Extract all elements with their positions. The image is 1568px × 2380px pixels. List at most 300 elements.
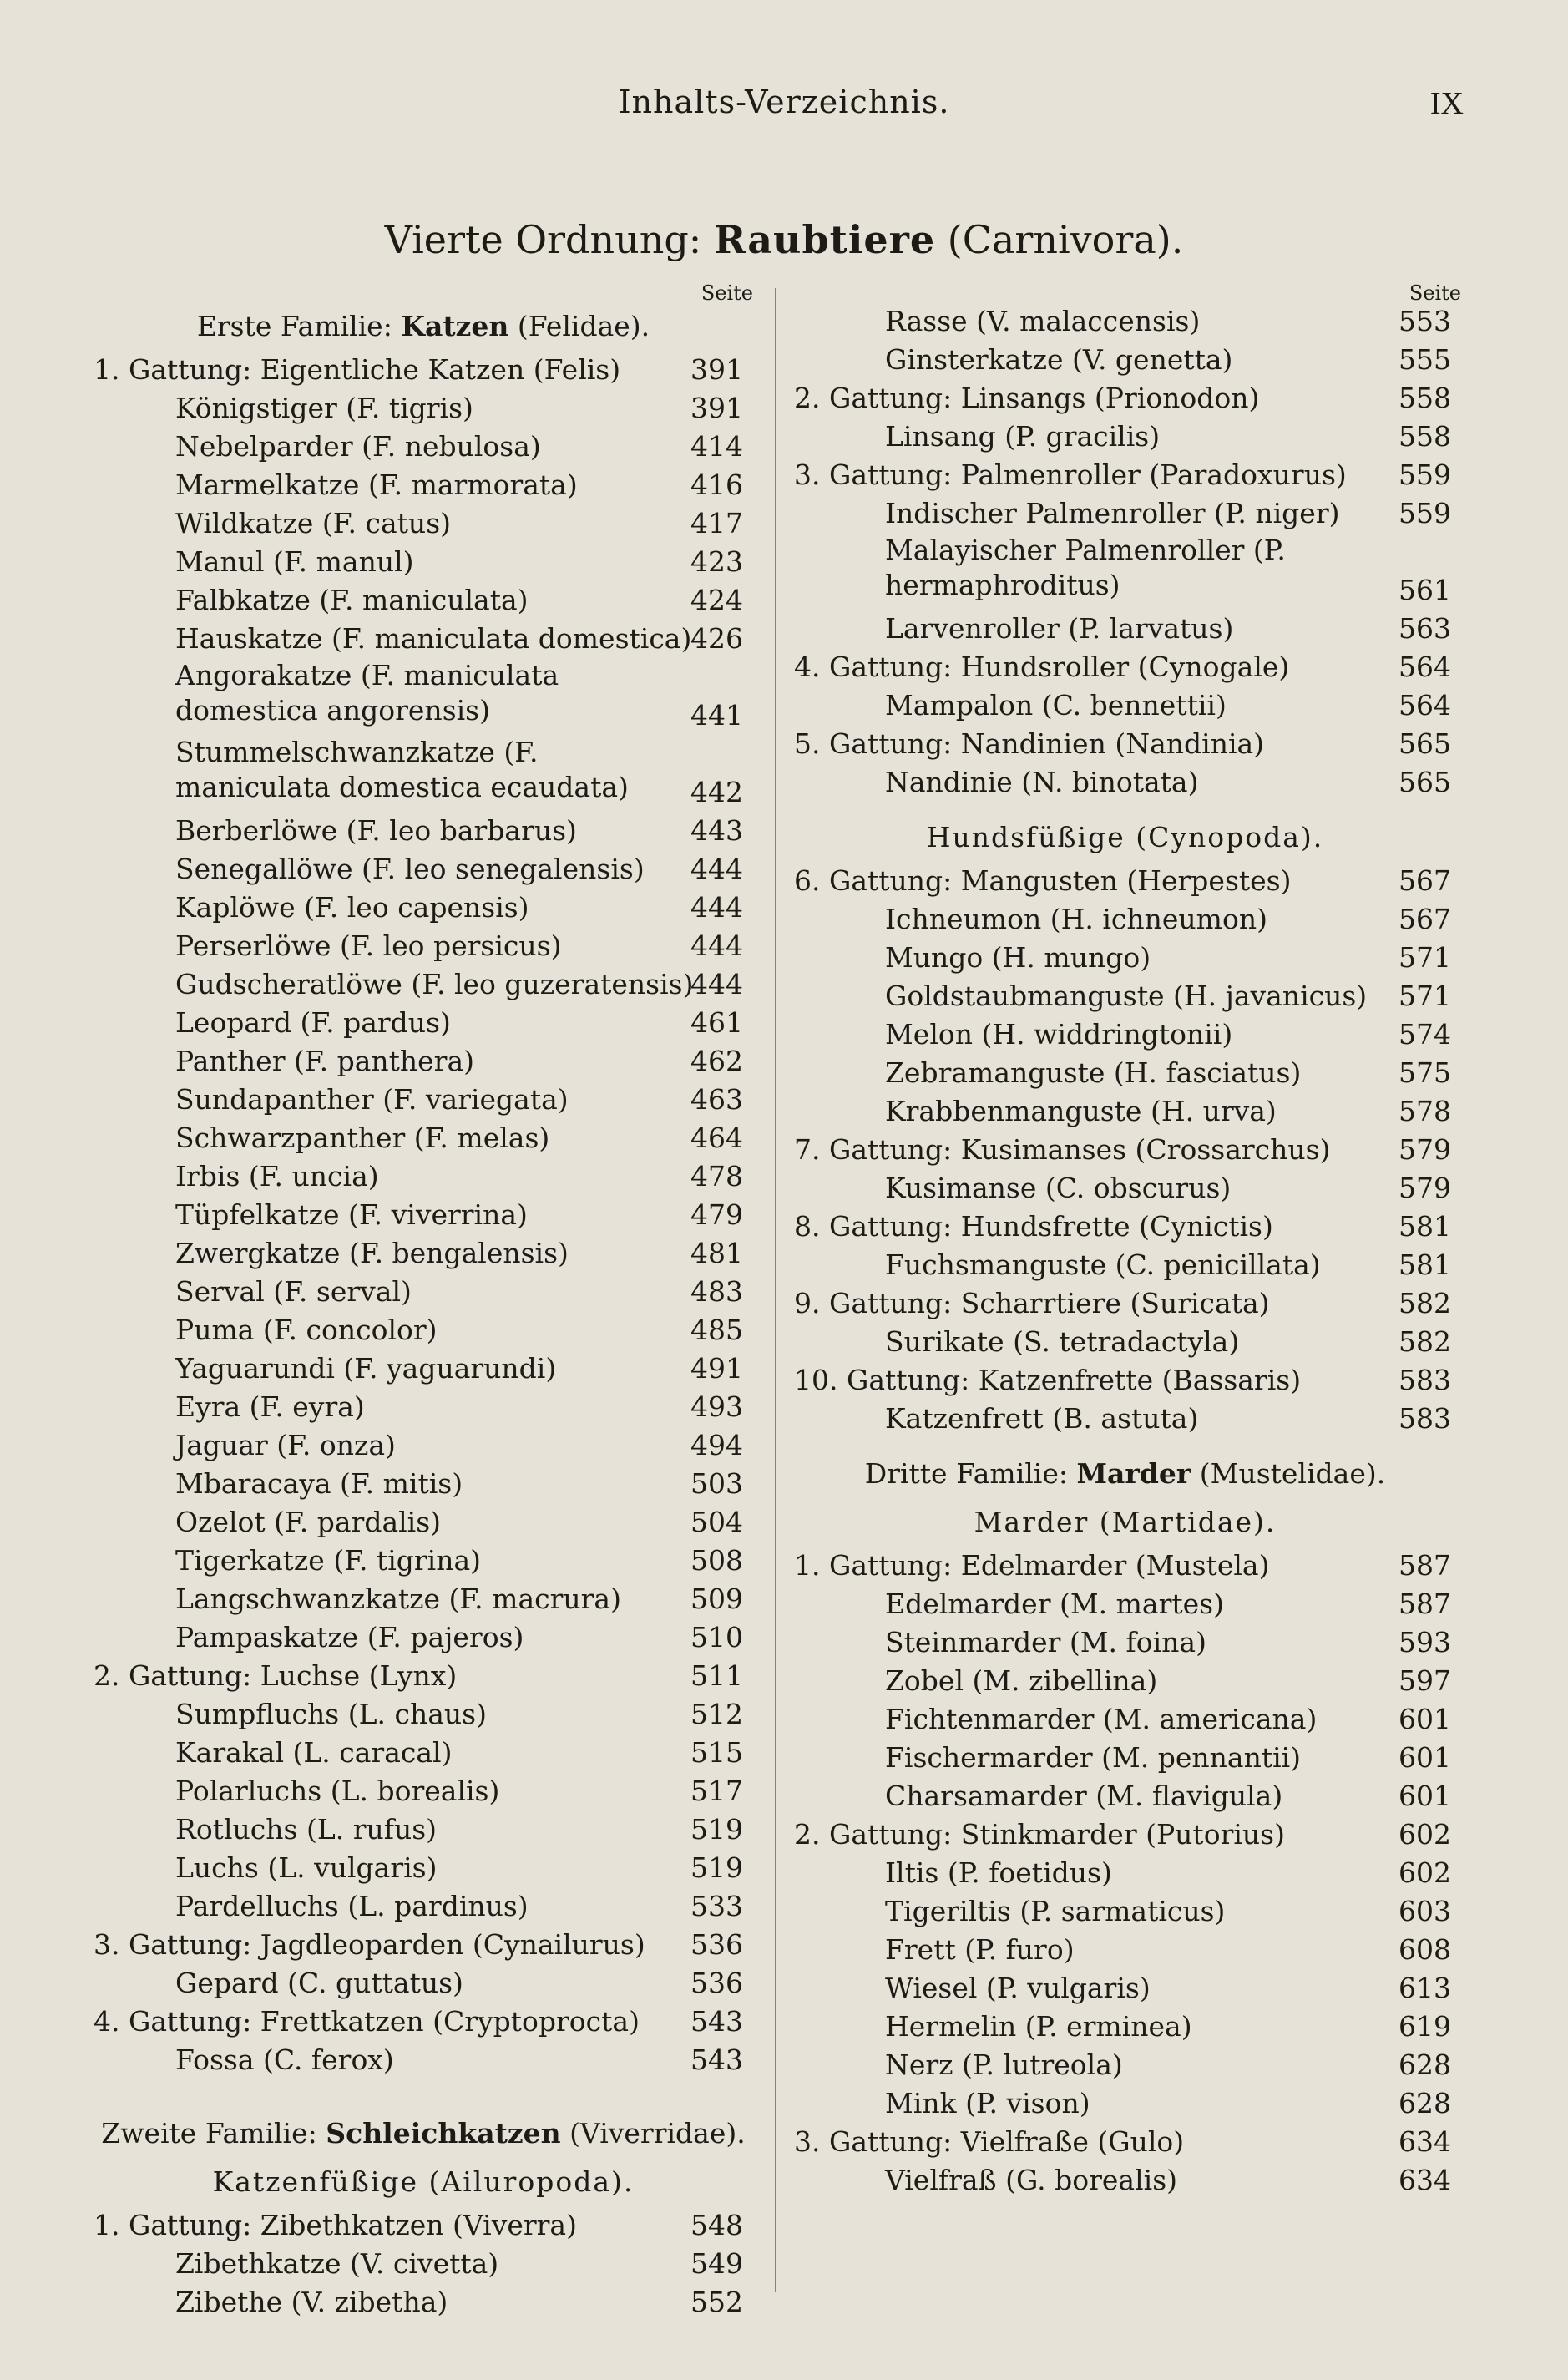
entry-title: Falbkatze (F. maniculata) [175,584,529,616]
toc-species-entry [789,939,1461,977]
entry-page-number: 426 [690,622,743,655]
entry-title: Rotluchs (L. rufus) [175,1813,438,1846]
entry-page-number: 391 [690,392,743,424]
entry-list [789,302,1461,802]
toc-species-entry [94,1542,753,1580]
entry-page-number: 512 [690,1698,743,1730]
entry-page-number: 579 [1399,1133,1451,1166]
entry-title: Fichtenmarder (M. americana) [885,1703,1318,1735]
toc-species-entry [789,1931,1461,1969]
entry-title: Ozelot (F. pardalis) [175,1506,442,1538]
toc-genus-entry [789,1361,1461,1400]
toc-genus-entry [789,648,1461,686]
entry-title: Fischermarder (M. pennantii) [885,1741,1302,1774]
entry-page-number: 478 [690,1160,743,1193]
entry-title: Ichneumon (H. ichneumon) [885,903,1267,935]
entry-page-number: 602 [1399,1818,1451,1851]
toc-species-entry [789,2161,1461,2200]
entry-title: Tüpfelkatze (F. viverrina) [175,1198,528,1231]
entry-page-number: 603 [1399,1895,1451,1927]
toc-species-entry [94,658,753,735]
toc-species-entry [94,850,753,889]
toc-species-entry [789,2084,1461,2123]
entry-page-number: 583 [1399,1364,1451,1396]
entry-page-number: 536 [690,1967,743,1999]
order-name: Raubtiere [713,217,936,262]
entry-page-number: 583 [1399,1402,1451,1435]
entry-title: Serval (F. serval) [175,1275,412,1308]
order-latin: (Carnivora). [947,217,1184,262]
entry-page-number: 559 [1399,458,1451,491]
entry-page-number: 416 [690,468,743,501]
entry-title: 1. Gattung: Edelmarder (Mustela) [794,1549,1270,1582]
entry-title: Krabbenmanguste (H. urva) [885,1095,1277,1127]
seite-label: Seite [1409,281,1461,305]
right-column [789,281,1461,2200]
entry-title: Edelmarder (M. martes) [885,1588,1224,1620]
entry-title: Berberlöwe (F. leo barbarus) [175,814,577,847]
entry-title: Mampalon (C. bennettii) [885,689,1227,722]
entry-page-number: 575 [1399,1056,1451,1089]
toc-species-entry [789,1777,1461,1815]
toc-species-entry [789,341,1461,379]
entry-title: Angorakatze (F. maniculata domestica angorensis) [175,659,559,727]
entry-title: Panther (F. panthera) [175,1045,474,1077]
toc-species-entry [789,1585,1461,1623]
toc-species-entry [94,2041,753,2079]
entry-title: Mbaracaya (F. mitis) [175,1467,463,1500]
toc-species-entry [94,1157,753,1196]
toc-species-entry [94,1580,753,1618]
family-latin: (Mustelidae). [1199,1457,1386,1490]
family-name: Marder [1076,1457,1191,1490]
entry-page-number: 558 [1399,420,1451,453]
toc-species-entry [94,1004,753,1042]
entry-title: 1. Gattung: Eigentliche Katzen (Felis) [94,353,621,386]
entry-title: Hauskatze (F. maniculata domestica) [175,622,692,655]
toc-species-entry [789,610,1461,648]
group-heading: Katzenfüßige (Ailuropoda). [212,2165,635,2198]
entry-page-number: 511 [690,1659,743,1692]
entry-page-number: 391 [690,353,743,386]
entry-title: Marmelkatze (F. marmorata) [175,468,578,501]
entry-page-number: 581 [1399,1210,1451,1243]
entry-page-number: 571 [1399,980,1451,1012]
order-prefix: Vierte Ordnung: [384,217,702,262]
entry-page-number: 597 [1399,1664,1451,1697]
entry-list [94,2206,753,2322]
toc-species-entry [94,1388,753,1426]
toc-species-entry [789,1092,1461,1131]
toc-genus-entry [94,1657,753,1695]
toc-species-entry [94,1042,753,1081]
entry-title: Nebelparder (F. nebulosa) [175,430,541,463]
entry-title: Sundapanther (F. variegata) [175,1083,569,1116]
entry-page-number: 578 [1399,1095,1451,1127]
toc-species-entry [789,1892,1461,1931]
entry-title: 2. Gattung: Linsangs (Prionodon) [794,382,1260,414]
entry-title: 9. Gattung: Scharrtiere (Suricata) [794,1287,1270,1319]
toc-species-entry [789,302,1461,341]
toc-species-entry [789,1246,1461,1284]
toc-species-entry [94,1350,753,1388]
family-latin: (Felidae). [517,310,650,342]
entry-page-number: 442 [690,776,743,808]
entry-page-number: 567 [1399,864,1451,897]
toc-species-entry [94,1887,753,1926]
entry-title: Zibethkatze (V. civetta) [175,2247,499,2280]
toc-species-entry [789,2046,1461,2084]
entry-title: 2. Gattung: Stinkmarder (Putorius) [794,1818,1285,1851]
entry-page-number: 579 [1399,1172,1451,1204]
entry-page-number: 519 [690,1813,743,1846]
toc-species-entry [789,1700,1461,1739]
left-column [94,281,753,2322]
entry-title: Luchs (L. vulgaris) [175,1851,438,1884]
entry-title: Schwarzpanther (F. melas) [175,1122,550,1154]
entry-page-number: 587 [1399,1549,1451,1582]
entry-page-number: 494 [690,1429,743,1461]
toc-species-entry [789,1662,1461,1700]
toc-genus-entry [789,1815,1461,1854]
entry-title: 3. Gattung: Vielfraße (Gulo) [794,2125,1185,2158]
entry-page-number: 503 [690,1467,743,1500]
entry-title: Königstiger (F. tigris) [175,392,473,424]
family-prefix: Zweite Familie: [101,2117,317,2150]
entry-page-number: 608 [1399,1933,1451,1966]
toc-species-entry [94,1234,753,1273]
toc-species-entry [789,1015,1461,1054]
toc-genus-entry [789,1208,1461,1246]
toc-species-entry [94,1119,753,1157]
entry-page-number: 509 [690,1582,743,1615]
toc-species-entry [94,1618,753,1657]
toc-genus-entry [789,456,1461,494]
toc-species-entry [94,389,753,428]
entry-title: Pardelluchs (L. pardinus) [175,1890,529,1922]
entry-title: Vielfraß (G. borealis) [885,2164,1178,2196]
entry-title: 5. Gattung: Nandinien (Nandinia) [794,727,1265,760]
entry-title: Sumpfluchs (L. chaus) [175,1698,487,1730]
toc-species-entry [789,2008,1461,2046]
entry-page-number: 504 [690,1506,743,1538]
entry-page-number: 479 [690,1198,743,1231]
entry-page-number: 567 [1399,903,1451,935]
entry-title: Stummelschwanzkatze (F. maniculata domestica ecaudata) [175,736,629,803]
toc-species-entry [789,1054,1461,1092]
toc-species-entry [94,466,753,504]
entry-page-number: 564 [1399,689,1451,722]
entry-title: Fossa (C. ferox) [175,2043,394,2076]
entry-title: Karakal (L. caracal) [175,1736,453,1769]
entry-title: Gepard (C. guttatus) [175,1967,463,1999]
toc-species-entry [94,2283,753,2322]
entry-title: Yaguarundi (F. yaguarundi) [175,1352,557,1385]
page-number: IX [1429,86,1464,121]
entry-page-number: 582 [1399,1287,1451,1319]
toc-species-entry [94,1734,753,1772]
entry-page-number: 564 [1399,651,1451,683]
entry-page-number: 587 [1399,1588,1451,1620]
entry-title: Puma (F. concolor) [175,1314,438,1346]
entry-page-number: 461 [690,1006,743,1039]
family-prefix: Dritte Familie: [864,1457,1069,1490]
entry-page-number: 593 [1399,1626,1451,1658]
toc-species-entry [94,1273,753,1311]
group-heading: Hundsfüßige (Cynopoda). [926,821,1324,853]
toc-species-entry [94,1426,753,1465]
entry-page-number: 571 [1399,941,1451,974]
entry-title: Senegallöwe (F. leo senegalensis) [175,853,645,885]
running-title: Inhalts-Verzeichnis. [618,84,950,120]
entry-title: Polarluchs (L. borealis) [175,1775,500,1807]
entry-page-number: 553 [1399,305,1451,337]
toc-genus-entry [789,1284,1461,1323]
entry-title: Perserlöwe (F. leo persicus) [175,929,562,962]
toc-genus-entry [789,1131,1461,1169]
entry-title: Tigerkatze (F. tigrina) [175,1544,482,1577]
entry-title: Wildkatze (F. catus) [175,507,451,539]
entry-title: Goldstaubmanguste (H. javanicus) [885,980,1368,1012]
toc-species-entry [94,1465,753,1503]
entry-page-number: 565 [1399,727,1451,760]
toc-species-entry [94,812,753,850]
entry-title: Ginsterkatze (V. genetta) [885,343,1233,376]
entry-page-number: 444 [690,929,743,962]
entry-title: Zebramanguste (H. fasciatus) [885,1056,1302,1089]
toc-genus-entry [789,1547,1461,1585]
toc-species-entry [94,735,753,812]
entry-page-number: 565 [1399,766,1451,798]
entry-title: Nerz (P. lutreola) [885,2048,1123,2081]
seite-label: Seite [701,281,753,305]
entry-page-number: 628 [1399,2087,1451,2119]
toc-species-entry [94,581,753,620]
toc-species-entry [94,1196,753,1234]
entry-title: Mink (P. vison) [885,2087,1090,2119]
toc-genus-entry [94,351,753,389]
entry-page-number: 628 [1399,2048,1451,2081]
family-heading [94,302,753,351]
entry-title: Leopard (F. pardus) [175,1006,451,1039]
entry-page-number: 481 [690,1237,743,1269]
column-divider [775,288,776,2292]
entry-page-number: 463 [690,1083,743,1116]
entry-title: Kusimanse (C. obscurus) [885,1172,1232,1204]
entry-title: Zwergkatze (F. bengalensis) [175,1237,569,1269]
entry-title: 3. Gattung: Jagdleoparden (Cynailurus) [94,1928,645,1961]
toc-species-entry [94,620,753,658]
entry-page-number: 508 [690,1544,743,1577]
group-heading: Marder (Martidae). [974,1506,1277,1538]
entry-title: Eyra (F. eyra) [175,1390,365,1423]
entry-list [94,351,753,2079]
toc-genus-entry [94,2003,753,2041]
entry-title: Zibethe (V. zibetha) [175,2286,448,2318]
entry-page-number: 417 [690,507,743,539]
entry-page-number: 601 [1399,1703,1451,1735]
entry-page-number: 536 [690,1928,743,1961]
toc-genus-entry [789,862,1461,900]
entry-title: Linsang (P. gracilis) [885,420,1161,453]
entry-page-number: 581 [1399,1248,1451,1281]
entry-page-number: 561 [1399,574,1451,606]
toc-species-entry [789,494,1461,533]
entry-page-number: 574 [1399,1018,1451,1051]
entry-title: 6. Gattung: Mangusten (Herpestes) [794,864,1292,897]
toc-species-entry [94,1810,753,1849]
toc-species-entry [94,1695,753,1734]
entry-page-number: 634 [1399,2164,1451,2196]
toc-species-entry [789,1969,1461,2008]
toc-species-entry [789,1400,1461,1438]
entry-page-number: 582 [1399,1325,1451,1358]
entry-page-number: 515 [690,1736,743,1769]
entry-page-number: 462 [690,1045,743,1077]
order-heading [0,217,1568,262]
entry-list [789,862,1461,1438]
toc-species-entry [94,543,753,581]
toc-species-entry [94,504,753,543]
entry-title: Pampaskatze (F. pajeros) [175,1621,524,1653]
entry-title: 4. Gattung: Frettkatzen (Cryptoprocta) [94,2005,640,2038]
toc-species-entry [789,418,1461,456]
entry-title: 10. Gattung: Katzenfrette (Bassaris) [794,1364,1302,1396]
entry-title: 4. Gattung: Hundsroller (Cynogale) [794,651,1290,683]
entry-page-number: 558 [1399,382,1451,414]
toc-species-entry [94,2245,753,2283]
entry-page-number: 559 [1399,497,1451,529]
entry-title: 2. Gattung: Luchse (Lynx) [94,1659,458,1692]
entry-title: Iltis (P. foetidus) [885,1856,1112,1889]
entry-page-number: 510 [690,1621,743,1653]
entry-page-number: 441 [690,699,743,732]
entry-title: Melon (H. widdringtonii) [885,1018,1233,1051]
family-latin: (Viverridae). [569,2117,746,2150]
toc-species-entry [94,1849,753,1887]
toc-species-entry [789,977,1461,1015]
entry-page-number: 601 [1399,1780,1451,1812]
toc-species-entry [94,1964,753,2003]
entry-title: Zobel (M. zibellina) [885,1664,1158,1697]
entry-title: 7. Gattung: Kusimanses (Crossarchus) [794,1133,1331,1166]
entry-page-number: 619 [1399,2010,1451,2043]
entry-page-number: 485 [690,1314,743,1346]
toc-species-entry [94,965,753,1004]
entry-title: Larvenroller (P. larvatus) [885,612,1234,645]
toc-genus-entry [94,1926,753,1964]
entry-title: Nandinie (N. binotata) [885,766,1199,798]
toc-genus-entry [94,2206,753,2245]
entry-page-number: 444 [690,968,743,1000]
entry-title: Jaguar (F. onza) [175,1429,396,1461]
entry-title: 1. Gattung: Zibethkatzen (Viverra) [94,2209,577,2241]
entry-page-number: 443 [690,814,743,847]
family-heading [789,1450,1461,1498]
entry-title: Indischer Palmenroller (P. niger) [885,497,1340,529]
family-name: Katzen [401,310,509,342]
entry-title: Fuchsmanguste (C. penicillata) [885,1248,1321,1281]
entry-title: Charsamarder (M. flavigula) [885,1780,1283,1812]
entry-page-number: 555 [1399,343,1451,376]
entry-page-number: 444 [690,891,743,924]
entry-title: Rasse (V. malaccensis) [885,305,1201,337]
entry-page-number: 483 [690,1275,743,1308]
toc-species-entry [94,1772,753,1810]
entry-page-number: 493 [690,1390,743,1423]
toc-species-entry [789,686,1461,725]
toc-species-entry [789,1854,1461,1892]
entry-title: Gudscheratlöwe (F. leo guzeratensis) [175,968,694,1000]
entry-title: Frett (P. furo) [885,1933,1075,1966]
entry-title: Irbis (F. uncia) [175,1160,379,1193]
entry-title: Langschwanzkatze (F. macrura) [175,1582,621,1615]
entry-page-number: 517 [690,1775,743,1807]
entry-page-number: 613 [1399,1972,1451,2004]
toc-species-entry [94,1503,753,1542]
toc-genus-entry [789,379,1461,418]
family-prefix: Erste Familie: [196,310,392,342]
toc-genus-entry [789,725,1461,763]
entry-page-number: 602 [1399,1856,1451,1889]
entry-page-number: 543 [690,2043,743,2076]
toc-species-entry [789,763,1461,802]
entry-title: Hermelin (P. erminea) [885,2010,1192,2043]
toc-species-entry [94,927,753,965]
entry-list [789,1547,1461,2200]
entry-title: Tigeriltis (P. sarmaticus) [885,1895,1226,1927]
entry-page-number: 519 [690,1851,743,1884]
entry-page-number: 552 [690,2286,743,2318]
toc-species-entry [94,428,753,466]
toc-species-entry [789,533,1461,610]
toc-species-entry [94,889,753,927]
toc-species-entry [789,1739,1461,1777]
entry-page-number: 549 [690,2247,743,2280]
toc-species-entry [789,1169,1461,1208]
entry-page-number: 533 [690,1890,743,1922]
entry-page-number: 414 [690,430,743,463]
entry-title: Manul (F. manul) [175,545,414,578]
toc-species-entry [789,900,1461,939]
toc-species-entry [789,1623,1461,1662]
entry-page-number: 634 [1399,2125,1451,2158]
entry-title: Mungo (H. mungo) [885,941,1151,974]
entry-title: Surikate (S. tetradactyla) [885,1325,1240,1358]
entry-page-number: 491 [690,1352,743,1385]
toc-species-entry [94,1081,753,1119]
entry-page-number: 444 [690,853,743,885]
entry-page-number: 601 [1399,1741,1451,1774]
family-heading [94,2109,753,2158]
entry-page-number: 464 [690,1122,743,1154]
entry-title: Katzenfrett (B. astuta) [885,1402,1199,1435]
entry-title: 3. Gattung: Palmenroller (Paradoxurus) [794,458,1347,491]
entry-page-number: 543 [690,2005,743,2038]
entry-title: Kaplöwe (F. leo capensis) [175,891,529,924]
entry-page-number: 424 [690,584,743,616]
toc-genus-entry [789,2123,1461,2161]
family-name: Schleichkatzen [326,2117,561,2150]
entry-title: Steinmarder (M. foina) [885,1626,1206,1658]
toc-species-entry [789,1323,1461,1361]
entry-title: Wiesel (P. vulgaris) [885,1972,1151,2004]
entry-title: 8. Gattung: Hundsfrette (Cynictis) [794,1210,1273,1243]
entry-page-number: 563 [1399,612,1451,645]
entry-page-number: 423 [690,545,743,578]
entry-title: Malayischer Palmenroller (P. hermaphroditus) [885,534,1286,601]
entry-page-number: 548 [690,2209,743,2241]
